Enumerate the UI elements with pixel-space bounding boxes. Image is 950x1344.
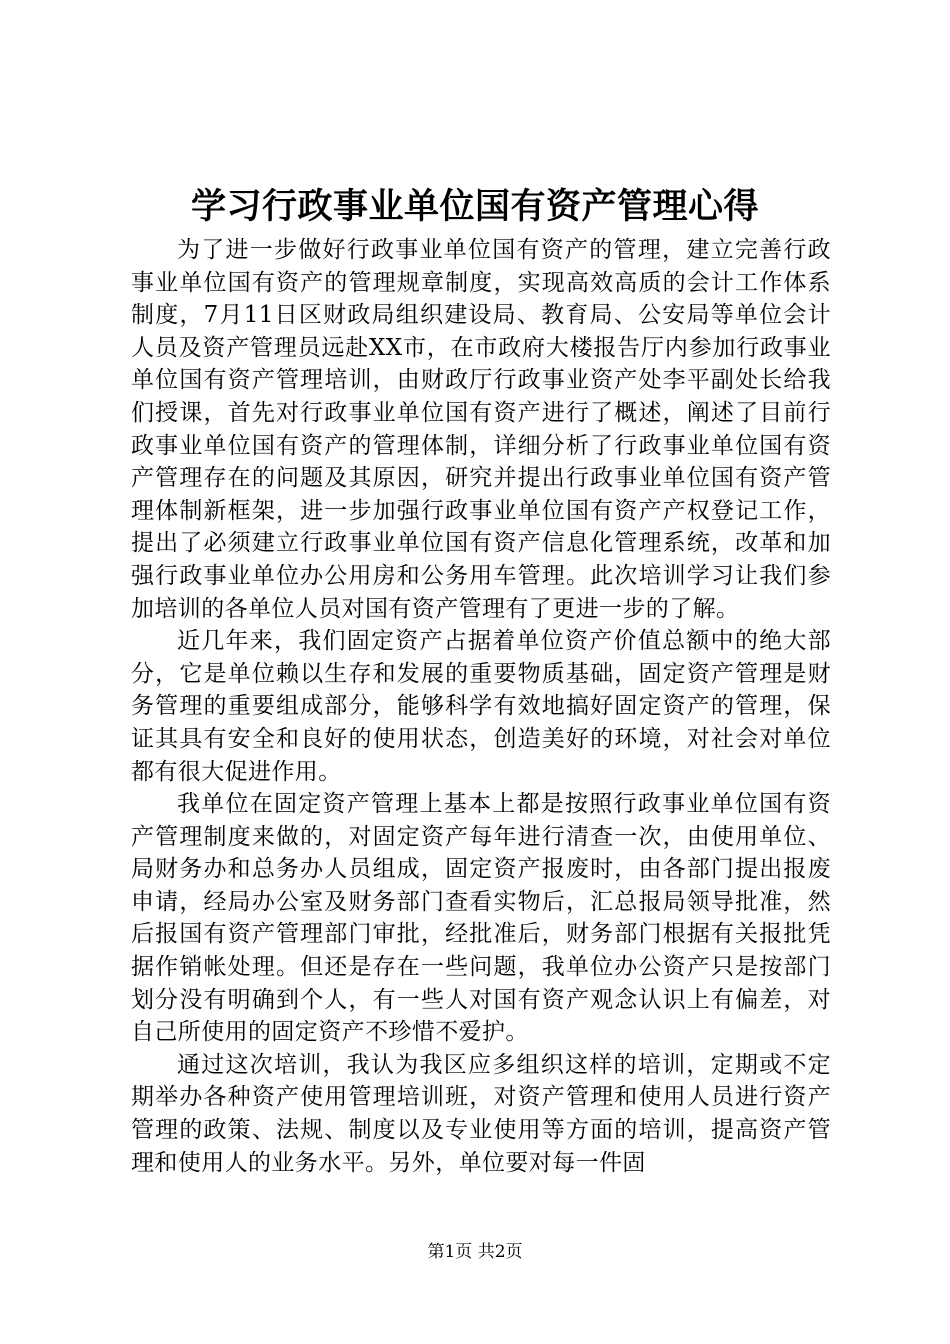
page-number-current: 第1页 [427,1242,473,1262]
document-body [131,234,831,1179]
page-footer [0,1241,950,1263]
page-number-total: 共2页 [477,1242,523,1262]
paragraph-4: 通过这次培训，我认为我区应多组织这样的培训，定期或不定期举办各种资产使用管理培训班，对资产管理和使用人员进行资产管理的政策、法规、制度以及专业使用等方面的培训，提高资产管理和使用人的业务水平。另外，单位要对每一件固 [131,1051,831,1176]
paragraph-1: 为了进一步做好行政事业单位国有资产的管理，建立完善行政事业单位国有资产的管理规章制度，实现高效高质的会计工作体系制度，7月11日区财政局组织建设局、教育局、公安局等单位会计人员及资产管理员远赴XX市，在市政府大楼报告厅内参加行政事业单位国有资产管理培训，由财政厅行政事业资产处李平副处长给我们授课，首先对行政事业单位国有资产进行了概述，阐述了目前行政事业单位国有资产的管理体制，详细分析了行政事业单位国有资产管理存在的问题及其原因，研究并提出行政事业单位国有资产管理体制新框架，进一步加强行政事业单位国有资产产权登记工作，提出了必须建立行政事业单位国有资产信息化管理系统，改革和加强行政事业单位办公用房和公务用车管理。此次培训学习让我们参加培训的各单位人员对国有资产管理有了更进一步的了解。 [131,237,831,622]
paragraph-3: 我单位在固定资产管理上基本上都是按照行政事业单位国有资产管理制度来做的，对固定资产每年进行清查一次，由使用单位、局财务办和总务办人员组成，固定资产报废时，由各部门提出报废申请，经局办公室及财务部门查看实物后，汇总报局领导批准，然后报国有资产管理部门审批，经批准后，财务部门根据有关报批凭据作销帐处理。但还是存在一些问题，我单位办公资产只是按部门划分没有明确到个人，有一些人对国有资产观念认识上有偏差，对自己所使用的固定资产不珍惜不爱护。 [131,791,831,1046]
paragraph-2: 近几年来，我们固定资产占据着单位资产价值总额中的绝大部分，它是单位赖以生存和发展的重要物质基础，固定资产管理是财务管理的重要组成部分，能够科学有效地搞好固定资产的管理，保证其具有安全和良好的使用状态，创造美好的环境，对社会对单位都有很大促进作用。 [131,628,831,785]
document-title: 学习行政事业单位国有资产管理心得 [190,186,759,227]
